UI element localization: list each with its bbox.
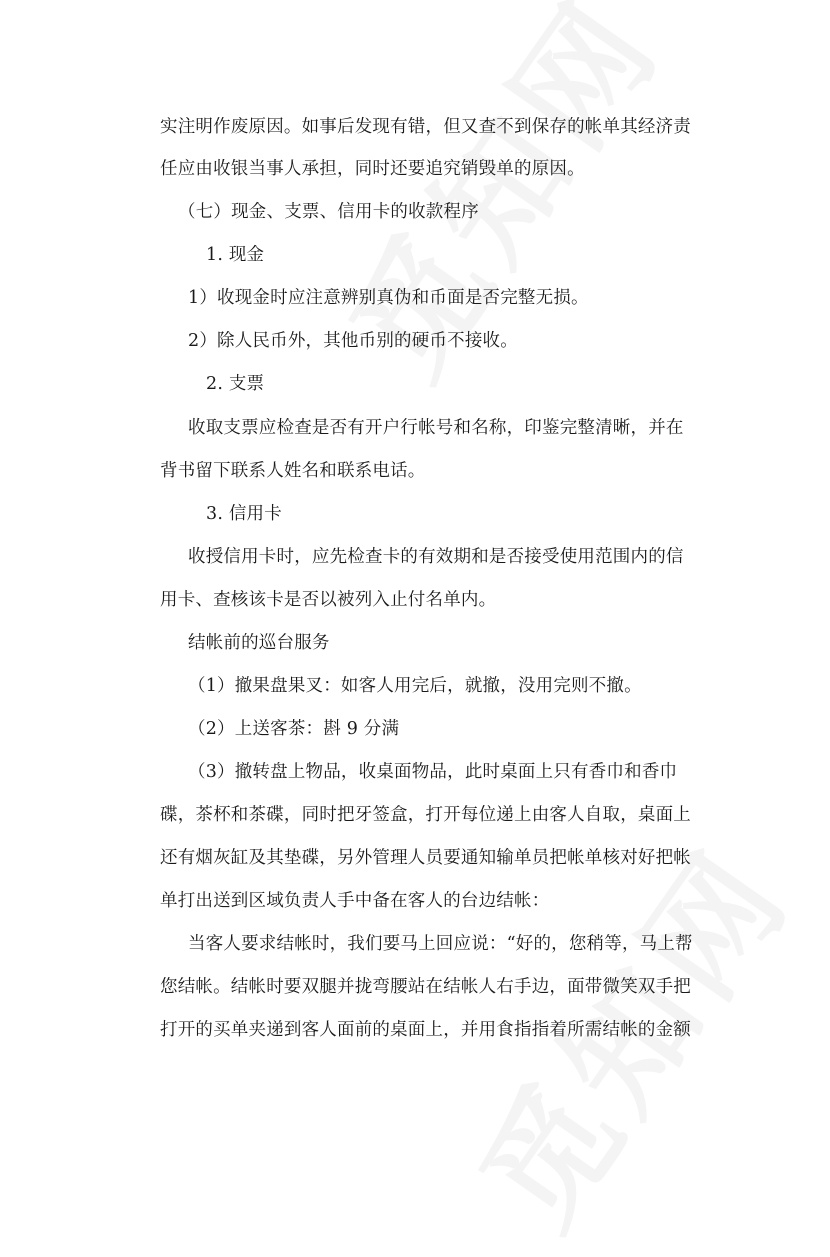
heading-table-patrol: 结帐前的巡台服务 (188, 633, 330, 653)
body-line-check-2: 背书留下联系人姓名和联系电话。 (160, 461, 426, 481)
body-line-patrol-4: 碟，茶杯和茶碟，同时把牙签盒，打开每位递上由客人自取，桌面上 (160, 805, 691, 825)
body-line-checkout-1: 当客人要求结帐时，我们要马上回应说：“好的，您稍等，马上帮 (188, 934, 693, 954)
body-line-2: 任应由收银当事人承担，同时还要追究销毁单的原因。 (160, 159, 585, 179)
body-line-card-2: 用卡、查核该卡是否以被列入止付名单内。 (160, 590, 497, 610)
body-line-patrol-6: 单打出送到区域负责人手中备在客人的台边结帐： (160, 891, 550, 911)
body-line-checkout-3: 打开的买单夹递到客人面前的桌面上，并用食指指着所需结帐的金额 (160, 1020, 691, 1040)
body-line-checkout-2: 您结帐。结帐时要双腿并拢弯腰站在结帐人右手边，面带微笑双手把 (160, 977, 691, 997)
body-line-patrol-2: （2）上送客茶：斟 9 分满 (188, 719, 400, 739)
body-line-1: 实注明作废原因。如事后发现有错，但又查不到保存的帐单其经济责 (160, 117, 691, 137)
body-line-patrol-1: （1）撤果盘果叉：如客人用完后，就撤，没用完则不撤。 (188, 676, 642, 696)
subheading-cash: 1. 现金 (206, 245, 265, 265)
body-line-patrol-3: （3）撤转盘上物品，收桌面物品，此时桌面上只有香巾和香巾 (188, 762, 678, 782)
body-line-card-1: 收授信用卡时，应先检查卡的有效期和是否接受使用范围内的信 (188, 547, 684, 567)
subheading-check: 2. 支票 (206, 374, 265, 394)
body-line-cash-2: 2）除人民币外，其他币别的硬币不接收。 (188, 331, 518, 351)
section-heading-payment: （七）现金、支票、信用卡的收款程序 (178, 202, 479, 222)
body-line-cash-1: 1）收现金时应注意辨别真伪和币面是否完整无损。 (188, 288, 589, 308)
body-line-patrol-5: 还有烟灰缸及其垫碟，另外管理人员要通知输单员把帐单核对好把帐 (160, 848, 691, 868)
body-line-check-1: 收取支票应检查是否有开户行帐号和名称，印鉴完整清晰，并在 (188, 418, 684, 438)
subheading-credit-card: 3. 信用卡 (206, 504, 282, 524)
